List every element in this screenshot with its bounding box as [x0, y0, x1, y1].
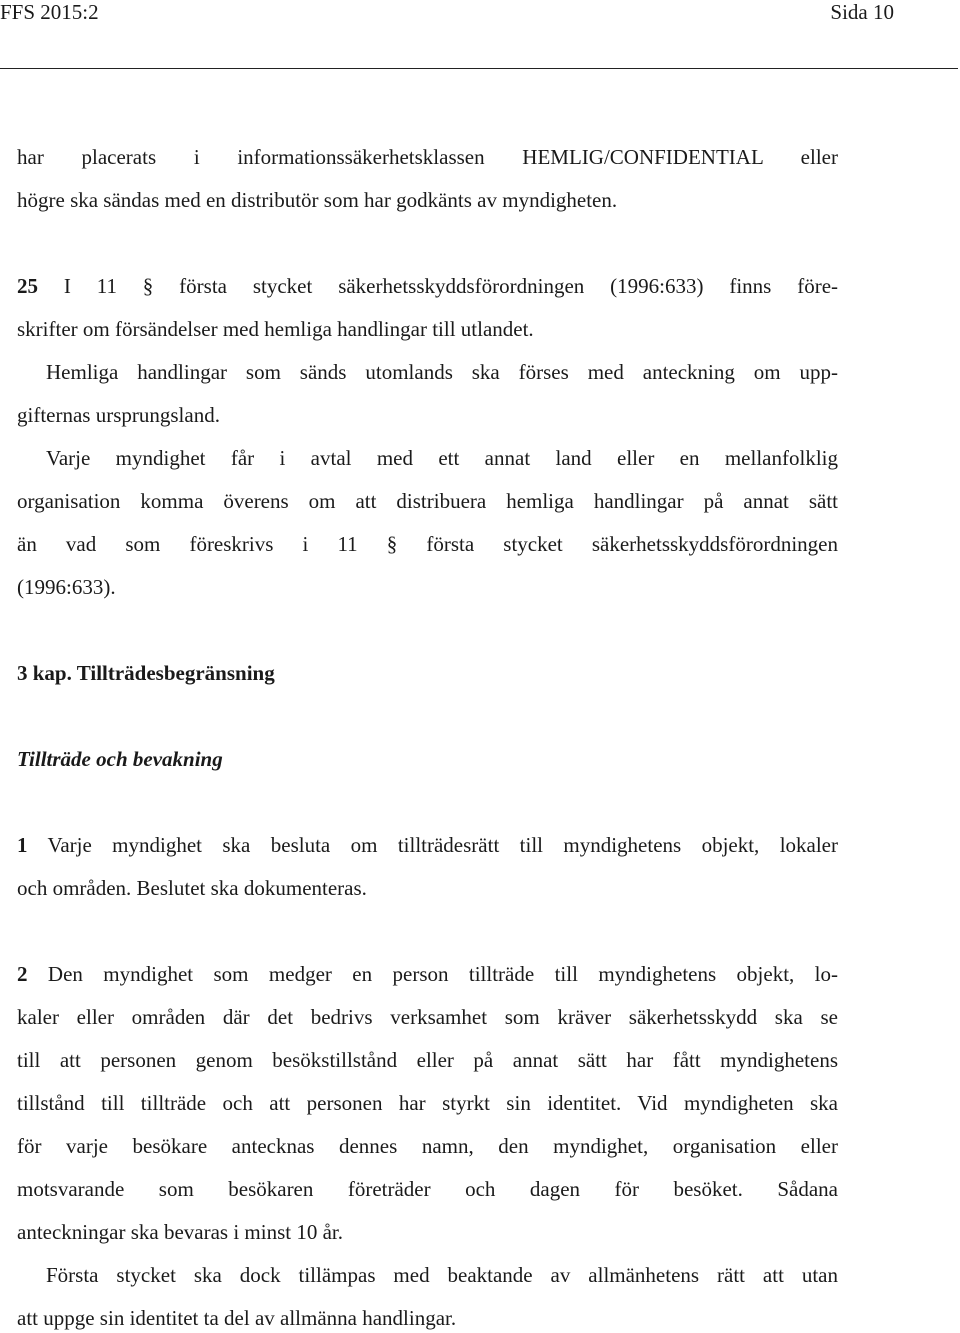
paragraph-25-line — [17, 271, 838, 301]
text-line: gifternas ursprungsland. — [17, 403, 220, 427]
text-line: skrifter om försändelser med hemliga handlingar till utlandet. — [17, 317, 534, 341]
text-line: organisation komma överens om att distribuera hemliga handlingar på annat sätt — [17, 489, 838, 513]
line-text: Varje myndighet ska besluta om tillträdesrätt till myndighetens objekt, lokaler — [47, 833, 838, 857]
text-line: Varje myndighet får i avtal med ett annat land eller en mellanfolklig — [46, 446, 838, 470]
text-line: tillstånd till tillträde och att personen har styrkt sin identitet. Vid myndigheten ska — [17, 1091, 838, 1115]
text-line: Hemliga handlingar som sänds utomlands ska förses med anteckning om upp- — [46, 360, 838, 384]
text-line: högre ska sändas med en distributör som har godkänts av myndigheten. — [17, 188, 618, 212]
section-number: 2 — [17, 962, 28, 986]
section-number: 1 — [17, 833, 28, 857]
header-rule — [0, 68, 958, 69]
text-line: att uppge sin identitet ta del av allmänna handlingar. — [17, 1306, 457, 1330]
text-line: (1996:633). — [17, 575, 116, 599]
text-line: kaler eller områden där det bedrivs verksamhet som kräver säkerhetsskydd ska se — [17, 1005, 838, 1029]
paragraph-2-line — [17, 959, 838, 989]
text-line: och områden. Beslutet ska dokumenteras. — [17, 876, 367, 900]
text-line: motsvarande som besökaren företräder och dagen för besöket. Sådana — [17, 1177, 838, 1201]
line-text: Den myndighet som medger en person tillträde till myndighetens objekt, lo- — [47, 962, 839, 986]
text-line: har placerats i informationssäkerhetsklassen HEMLIG/CONFIDENTIAL eller — [17, 145, 838, 169]
text-line: anteckningar ska bevaras i minst 10 år. — [17, 1220, 343, 1244]
section-number: 25 — [17, 274, 38, 298]
paragraph-1-line — [17, 830, 838, 860]
chapter-heading: 3 kap. Tillträdesbegränsning — [17, 661, 275, 685]
text-line: än vad som föreskrivs i 11 § första stycket säkerhetsskyddsförordningen — [17, 532, 838, 556]
page-number: Sida 10 — [830, 0, 894, 24]
text-line: till att personen genom besökstillstånd eller på annat sätt har fått myndighetens — [17, 1048, 838, 1072]
line-text: I 11 § första stycket säkerhetsskyddsförordningen (1996:633) finns före- — [63, 274, 839, 298]
text-line: för varje besökare antecknas dennes namn, den myndighet, organisation eller — [17, 1134, 838, 1158]
running-header-left: FFS 2015:2 — [0, 0, 99, 24]
text-line: Första stycket ska dock tillämpas med beaktande av allmänhetens rätt att utan — [46, 1263, 838, 1287]
section-heading: Tillträde och bevakning — [17, 747, 223, 771]
